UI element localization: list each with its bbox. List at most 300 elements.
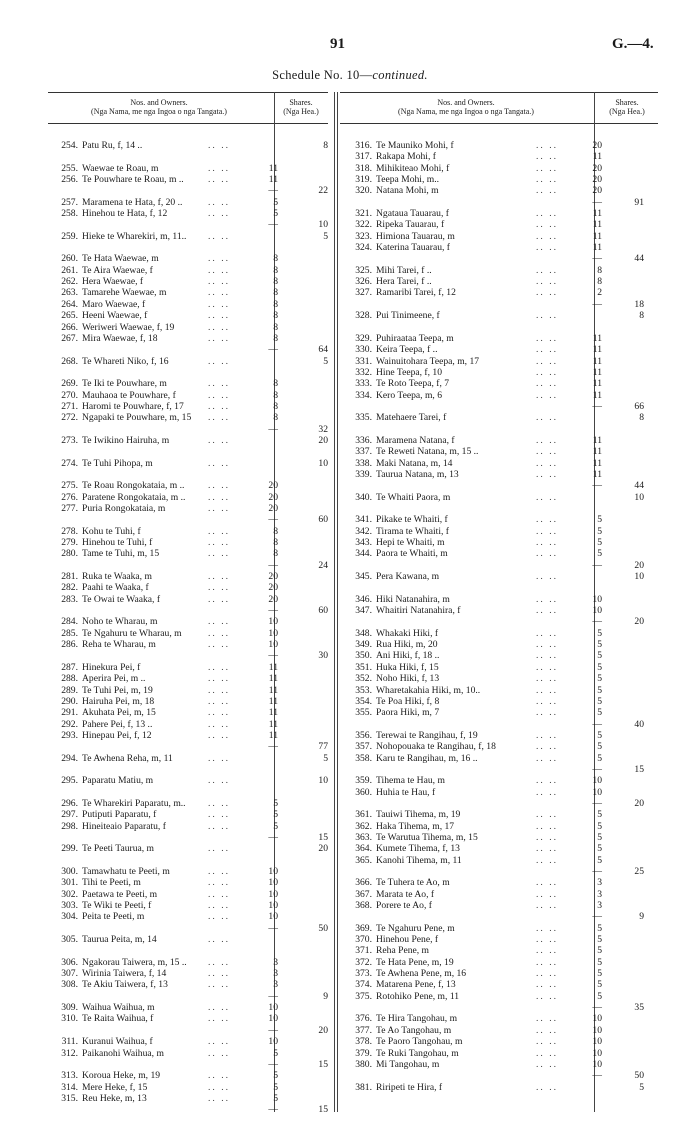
leader-dots: .. .. (536, 786, 558, 798)
table-row (342, 685, 660, 696)
owner-name: Noho Hiki, f, 13 (376, 673, 440, 685)
share-total: 91 (634, 196, 644, 208)
owner-name: Ani Hiki, f, 18 .. (376, 650, 440, 662)
owner-name: Tamawhatu te Peeti, m (82, 866, 170, 877)
table-row (48, 809, 332, 820)
share-value: 10 (268, 1002, 278, 1014)
owner-name: Huhia te Hau, f (376, 786, 436, 798)
table-row (342, 1013, 660, 1024)
leader-dots: .. .. (536, 208, 558, 220)
share-value: 5 (597, 650, 602, 662)
table-row (48, 197, 332, 208)
table-row (48, 923, 332, 934)
schedule-title-continued: continued. (372, 68, 428, 82)
share-value: 8 (273, 332, 278, 344)
share-total: 5 (323, 230, 328, 242)
owner-name: Paora Hiki, m, 7 (376, 707, 440, 719)
row-number: 294. (61, 752, 78, 764)
share-value: — (592, 616, 602, 628)
owner-name: Te Owai te Waaka, f (82, 593, 161, 605)
share-value: 5 (273, 1092, 278, 1104)
owner-name: Hera Tarei, f .. (376, 276, 432, 288)
share-total: 9 (639, 911, 644, 923)
table-row (48, 730, 332, 741)
table-row (48, 843, 332, 854)
owner-name: Hinehou te Tuhi, f (82, 537, 153, 549)
share-value: — (268, 831, 278, 843)
table-row (342, 843, 660, 854)
table-row (48, 855, 332, 866)
leader-dots: .. .. (208, 434, 230, 446)
share-total: 20 (318, 434, 328, 446)
owner-name: Rua Hiki, m, 20 (376, 639, 438, 651)
row-number: 369. (355, 922, 372, 934)
leader-dots: .. .. (536, 332, 558, 344)
share-total: 60 (318, 514, 328, 526)
owner-name: Himiona Tauarau, m (376, 230, 455, 242)
share-value: 10 (592, 1013, 602, 1025)
owner-name: Hepi te Whaiti, m (376, 537, 445, 549)
owner-name: Weriweri Waewae, f, 19 (82, 321, 175, 333)
owner-name: Hineiteaio Paparatu, f (82, 820, 166, 832)
table-row (48, 287, 332, 298)
table-row (48, 650, 332, 661)
owner-name: Maro Waewae, f (82, 298, 146, 310)
table-row (342, 253, 660, 264)
leader-dots: .. .. (536, 775, 558, 787)
owner-name: Te Roau Rongokataia, m .. (82, 480, 185, 492)
owner-name: Hinehou Pene, f (376, 934, 439, 946)
owner-name: Puria Rongokataia, m (82, 503, 166, 514)
table-row (342, 140, 660, 151)
leader-dots: .. .. (536, 1058, 558, 1070)
row-number: 356. (355, 729, 372, 741)
leader-dots: .. .. (536, 877, 558, 889)
leader-dots: .. .. (536, 355, 558, 367)
leader-dots: .. .. (536, 661, 558, 673)
leader-dots: .. .. (208, 253, 230, 265)
share-total: 5 (639, 1081, 644, 1093)
share-value: 20 (268, 491, 278, 503)
row-number: 344. (355, 548, 372, 560)
share-value: 20 (268, 571, 278, 583)
table-row (342, 424, 660, 435)
table-row (48, 378, 332, 389)
share-value: 10 (592, 1058, 602, 1070)
left-owners-header-line1: Nos. and Owners. (130, 98, 188, 107)
share-value: 10 (268, 866, 278, 877)
share-total: 15 (318, 831, 328, 843)
owner-name: Paora te Whaiti, m (376, 548, 448, 560)
leader-dots: .. .. (208, 673, 230, 685)
table-row (48, 1070, 332, 1081)
row-number: 351. (355, 661, 372, 673)
owner-name: Taurua Peita, m, 14 (82, 934, 157, 946)
leader-dots: .. .. (208, 230, 230, 242)
share-value: 5 (597, 809, 602, 821)
owner-name: Te Warutua Tihema, m, 15 (376, 831, 478, 843)
leader-dots: .. .. (536, 900, 558, 912)
row-number: 332. (355, 366, 372, 378)
table-row (48, 1104, 332, 1115)
share-total: 18 (634, 298, 644, 310)
leader-dots: .. .. (536, 366, 558, 378)
owner-name: Te Iki te Pouwhare, m (82, 378, 167, 390)
table-row (48, 900, 332, 911)
share-value: 5 (273, 1047, 278, 1059)
share-value: 11 (592, 446, 602, 458)
row-number: 304. (61, 911, 78, 923)
table-row (48, 1002, 332, 1013)
share-value: 5 (597, 695, 602, 707)
leader-dots: .. .. (208, 537, 230, 549)
row-number: 298. (61, 820, 78, 832)
share-value: 10 (592, 593, 602, 605)
table-row (48, 582, 332, 593)
table-row (48, 219, 332, 230)
left-table-header (48, 92, 328, 124)
schedule-title-text: Schedule No. 10— (272, 68, 373, 82)
row-number: 300. (61, 866, 78, 877)
share-value: — (592, 763, 602, 775)
table-row (48, 548, 332, 559)
share-value: 8 (273, 412, 278, 424)
share-value: — (268, 344, 278, 356)
share-value: 8 (273, 264, 278, 276)
row-number: 274. (61, 457, 78, 469)
table-row (342, 492, 660, 503)
share-value: 10 (268, 1036, 278, 1048)
schedule-title (0, 68, 700, 83)
share-value: 20 (592, 185, 602, 197)
leader-dots: .. .. (536, 673, 558, 685)
share-value: 11 (592, 389, 602, 401)
share-value: 20 (268, 503, 278, 514)
share-value: — (592, 196, 602, 208)
leader-dots: .. .. (536, 1036, 558, 1048)
leader-dots: .. .. (536, 968, 558, 980)
table-row (48, 1059, 332, 1070)
share-value: — (592, 797, 602, 809)
share-value: 5 (597, 979, 602, 991)
row-number: 377. (355, 1024, 372, 1036)
leader-dots: .. .. (208, 1013, 230, 1025)
owner-name: Maramena Natana, f (376, 434, 455, 446)
share-value: 11 (268, 661, 278, 673)
row-number: 293. (61, 729, 78, 741)
share-value: 10 (592, 1036, 602, 1048)
owner-name: Te Hata Pene, m, 19 (376, 956, 454, 968)
share-value: 11 (592, 230, 602, 242)
row-number: 314. (61, 1081, 78, 1093)
row-number: 279. (61, 537, 78, 549)
owner-name: Te Ngahuru te Wharau, m (82, 627, 182, 639)
table-row (342, 1070, 660, 1081)
table-row (48, 276, 332, 287)
table-row (342, 855, 660, 866)
leader-dots: .. .. (536, 945, 558, 957)
share-total: 9 (323, 990, 328, 1002)
share-value: 20 (268, 480, 278, 492)
share-total: 25 (634, 866, 644, 877)
leader-dots: .. .. (208, 661, 230, 673)
row-number: 315. (61, 1092, 78, 1104)
share-value: — (268, 605, 278, 617)
share-value: 11 (592, 332, 602, 344)
owner-name: Hieke te Wharekiri, m, 11.. (82, 230, 187, 242)
table-row (48, 424, 332, 435)
share-value: 3 (597, 877, 602, 889)
leader-dots: .. .. (536, 548, 558, 560)
table-row (342, 344, 660, 355)
owner-name: Haka Tihema, m, 17 (376, 820, 455, 832)
owner-name: Mihi Tarei, f .. (376, 264, 432, 276)
left-shares-header-line2: (Nga Hea.) (283, 107, 319, 116)
share-value: — (268, 1058, 278, 1070)
share-value: 5 (597, 820, 602, 832)
leader-dots: .. .. (536, 809, 558, 821)
owner-name: Te Pouwhare te Roau, m .. (82, 174, 184, 186)
leader-dots: .. .. (208, 378, 230, 390)
table-row (48, 231, 332, 242)
row-number: 285. (61, 627, 78, 639)
row-number: 358. (355, 752, 372, 764)
table-row (48, 719, 332, 730)
table-row (342, 401, 660, 412)
leader-dots: .. .. (208, 820, 230, 832)
table-row (48, 412, 332, 423)
table-row (342, 957, 660, 968)
table-row (48, 435, 332, 446)
table-row (342, 310, 660, 321)
share-value: 8 (273, 400, 278, 412)
owner-name: Paratene Rongokataia, m .. (82, 491, 186, 503)
owner-name: Rotohiko Pene, m, 11 (376, 990, 460, 1002)
share-value: — (592, 253, 602, 265)
share-value: — (592, 559, 602, 571)
table-row (48, 208, 332, 219)
leader-dots: .. .. (536, 151, 558, 163)
table-row (48, 911, 332, 922)
leader-dots: .. .. (536, 514, 558, 526)
table-row (48, 866, 332, 877)
row-number: 378. (355, 1036, 372, 1048)
leader-dots: .. .. (208, 287, 230, 299)
table-row (48, 480, 332, 491)
table-row (342, 616, 660, 627)
leader-dots: .. .. (536, 344, 558, 356)
share-value: 10 (592, 786, 602, 798)
row-number: 343. (355, 537, 372, 549)
leader-dots: .. .. (536, 264, 558, 276)
row-number: 334. (355, 389, 372, 401)
leader-dots: .. .. (208, 548, 230, 560)
owner-name: Matehaere Tarei, f (376, 412, 447, 424)
table-row (342, 446, 660, 457)
table-row (342, 469, 660, 480)
table-row (48, 151, 332, 162)
row-number: 310. (61, 1013, 78, 1025)
table-row (48, 605, 332, 616)
table-row (48, 242, 332, 253)
table-row (342, 208, 660, 219)
share-value: 5 (597, 548, 602, 560)
share-value: 11 (592, 434, 602, 446)
leader-dots: .. .. (208, 775, 230, 787)
row-number: 280. (61, 548, 78, 560)
share-value: 3 (273, 979, 278, 991)
table-row (48, 764, 332, 775)
share-value: 8 (273, 276, 278, 288)
table-row (342, 242, 660, 253)
row-number: 267. (61, 332, 78, 344)
share-value: 11 (268, 673, 278, 685)
share-value: — (592, 1002, 602, 1014)
owner-name: Koroua Heke, m, 19 (82, 1070, 161, 1082)
owner-name: Ramaribi Tarei, f, 12 (376, 287, 456, 299)
leader-dots: .. .. (208, 491, 230, 503)
center-column-divider-inner (337, 92, 338, 1112)
row-number: 262. (61, 276, 78, 288)
share-total: 77 (318, 741, 328, 753)
share-value: 5 (597, 752, 602, 764)
row-number: 362. (355, 820, 372, 832)
table-row (342, 582, 660, 593)
table-row (342, 458, 660, 469)
table-row (342, 889, 660, 900)
table-row (342, 979, 660, 990)
right-table-header (340, 92, 658, 124)
right-owners-header-line1: Nos. and Owners. (437, 98, 495, 107)
share-value: 5 (597, 945, 602, 957)
owner-name: Natana Mohi, m (376, 185, 439, 197)
leader-dots: .. .. (208, 1070, 230, 1082)
row-number: 322. (355, 219, 372, 231)
row-number: 381. (355, 1081, 372, 1093)
share-value: 8 (273, 321, 278, 333)
row-number: 329. (355, 332, 372, 344)
leader-dots: .. .. (536, 979, 558, 991)
share-value: — (268, 1104, 278, 1116)
leader-dots: .. .. (208, 707, 230, 719)
owner-name: Te Raita Waihua, f (82, 1013, 154, 1025)
share-value: 11 (592, 151, 602, 163)
table-row (48, 390, 332, 401)
owner-name: Kanohi Tihema, m, 11 (376, 854, 462, 866)
row-number: 336. (355, 434, 372, 446)
row-number: 287. (61, 661, 78, 673)
share-value: 2 (597, 287, 602, 299)
table-row (342, 435, 660, 446)
row-number: 268. (61, 355, 78, 367)
leader-dots: .. .. (536, 571, 558, 583)
share-value: 20 (592, 162, 602, 174)
table-row (48, 174, 332, 185)
owner-name: Mi Tangohau, m (376, 1058, 440, 1070)
row-number: 341. (355, 514, 372, 526)
leader-dots: .. .. (536, 457, 558, 469)
table-row (48, 458, 332, 469)
leader-dots: .. .. (536, 242, 558, 254)
right-shares-header-line2: (Nga Hea.) (609, 107, 645, 116)
table-row (342, 1002, 660, 1013)
share-value: 10 (268, 911, 278, 923)
table-row (342, 821, 660, 832)
row-number: 276. (61, 491, 78, 503)
row-number: 365. (355, 854, 372, 866)
leader-dots: .. .. (536, 650, 558, 662)
leader-dots: .. .. (536, 446, 558, 458)
table-row (342, 945, 660, 956)
row-number: 292. (61, 718, 78, 730)
table-row (342, 299, 660, 310)
row-number: 263. (61, 287, 78, 299)
table-row (48, 889, 332, 900)
owner-name: Teepa Mohi, m.. (376, 174, 440, 186)
owner-name: Aperira Pei, m .. (82, 673, 146, 685)
share-value: 20 (268, 582, 278, 594)
share-value: 8 (273, 298, 278, 310)
table-row (342, 877, 660, 888)
leader-dots: .. .. (208, 809, 230, 821)
leader-dots: .. .. (536, 820, 558, 832)
owner-name: Ripeka Tauarau, f (376, 219, 445, 231)
share-value: — (268, 185, 278, 197)
share-value: 8 (597, 264, 602, 276)
table-row (342, 197, 660, 208)
leader-dots: .. .. (536, 1024, 558, 1036)
owner-name: Tamarehe Waewae, m (82, 287, 167, 299)
share-value: 20 (592, 140, 602, 151)
leader-dots: .. .. (536, 468, 558, 480)
share-total: 60 (318, 605, 328, 617)
owner-name: Riripeti te Hira, f (376, 1081, 443, 1093)
leader-dots: .. .. (536, 140, 558, 151)
owner-name: Maramena te Hata, f, 20 .. (82, 196, 183, 208)
share-value: 11 (268, 718, 278, 730)
leader-dots: .. .. (208, 321, 230, 333)
share-value: 11 (268, 707, 278, 719)
leader-dots: .. .. (208, 593, 230, 605)
row-number: 333. (355, 378, 372, 390)
row-number: 316. (355, 140, 372, 151)
table-row (48, 753, 332, 764)
share-total: 15 (318, 1104, 328, 1116)
share-total: 10 (634, 491, 644, 503)
share-total: 64 (318, 344, 328, 356)
row-number: 257. (61, 196, 78, 208)
row-number: 354. (355, 695, 372, 707)
leader-dots: .. .. (536, 537, 558, 549)
row-number: 340. (355, 491, 372, 503)
table-row (48, 163, 332, 174)
row-number: 260. (61, 253, 78, 265)
row-number: 307. (61, 968, 78, 980)
row-number: 324. (355, 242, 372, 254)
row-number: 338. (355, 457, 372, 469)
table-row (48, 662, 332, 673)
row-number: 347. (355, 605, 372, 617)
row-number: 308. (61, 979, 78, 991)
share-value: 8 (273, 525, 278, 537)
row-number: 299. (61, 843, 78, 855)
leader-dots: .. .. (536, 752, 558, 764)
table-row (342, 378, 660, 389)
leader-dots: .. .. (208, 1036, 230, 1048)
row-number: 297. (61, 809, 78, 821)
table-row (342, 1082, 660, 1093)
share-value: — (592, 400, 602, 412)
